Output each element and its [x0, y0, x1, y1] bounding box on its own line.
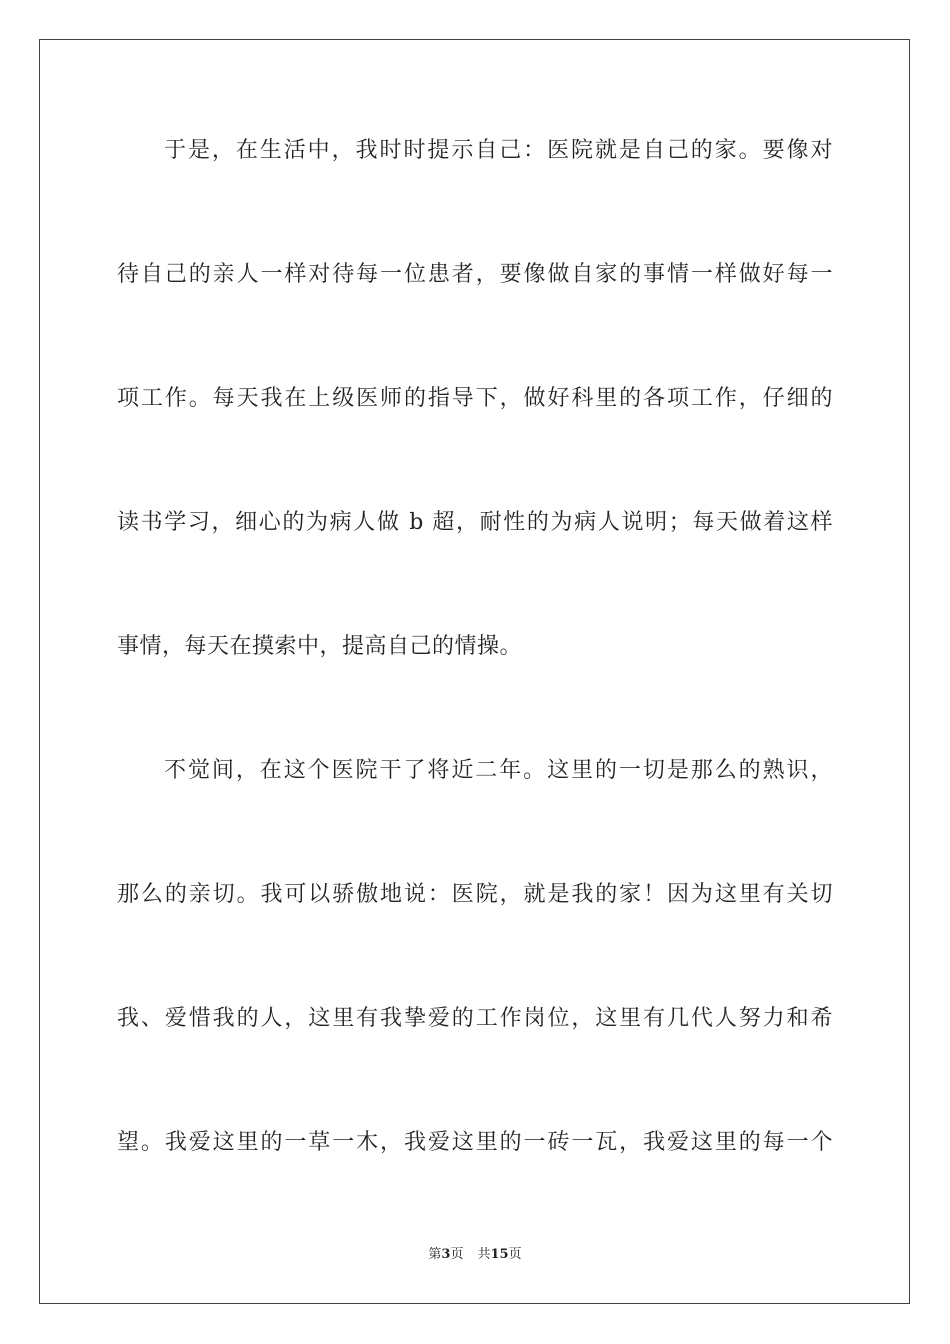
total-prefix: 共 — [477, 1247, 491, 1262]
paragraph-2-line-1: 不觉间，在这个医院干了将近二年。这里的一切是那么的熟识， — [164, 758, 833, 783]
page-suffix: 页 — [450, 1247, 464, 1262]
paragraph-1-line-3: 项工作。每天我在上级医师的指导下，做好科里的各项工作，仔细的 — [117, 386, 833, 411]
paragraph-2-line-2: 那么的亲切。我可以骄傲地说：医院，就是我的家！因为这里有关切 — [117, 882, 833, 907]
paragraph-1-line-2: 待自己的亲人一样对待每一位患者，要像做自家的事情一样做好每一 — [117, 262, 833, 287]
paragraph-2-line-4: 望。我爱这里的一草一木，我爱这里的一砖一瓦，我爱这里的每一个 — [117, 1130, 833, 1155]
paragraph-1-line-5: 事情，每天在摸索中，提高自己的情操。 — [117, 634, 523, 659]
page-frame — [39, 39, 910, 1304]
total-pages: 15 — [490, 1247, 509, 1262]
page-number: 3 — [441, 1247, 451, 1262]
page-prefix: 第 — [428, 1247, 442, 1262]
paragraph-1-line-4: 读书学习，细心的为病人做 b 超，耐性的为病人说明；每天做着这样 — [117, 510, 833, 535]
paragraph-2-line-3: 我、爱惜我的人，这里有我挚爱的工作岗位，这里有几代人努力和希 — [117, 1006, 833, 1031]
total-suffix: 页 — [508, 1247, 522, 1262]
paragraph-1-line-1: 于是，在生活中，我时时提示自己：医院就是自己的家。要像对 — [164, 138, 833, 163]
page-footer — [0, 1246, 950, 1264]
